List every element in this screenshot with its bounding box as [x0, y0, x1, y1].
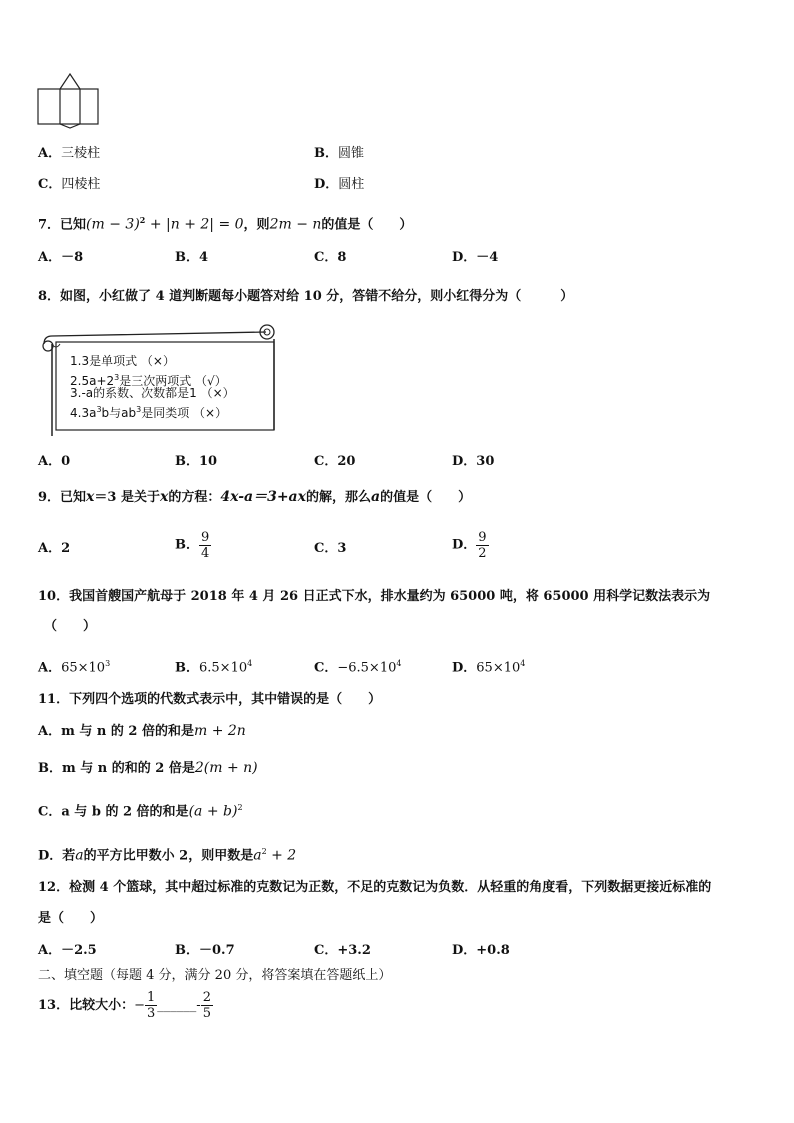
q11-option-a: A．m 与 n 的 2 倍的和是m + 2n — [38, 723, 246, 739]
question-8-stem: 8．如图，小红做了 4 道判断题每小题答对给 10 分，答错不给分，则小红得分为（ ） — [38, 289, 574, 304]
q9-option-d: D． $\frac{9}{2}$ — [452, 530, 487, 561]
q11-option-c: C．a 与 b 的 2 倍的和是$(a + b)^2$ — [38, 803, 243, 820]
q9-option-c: C．3 — [314, 541, 347, 556]
question-12-stem: 12．检测 4 个篮球，其中超过标准的克数记为正数，不足的克数记为负数．从轻重的角度看，下列数据更接近标准的 — [38, 880, 712, 895]
section-2-heading: 二、填空题（每题 4 分，满分 20 分，将答案填在答题纸上） — [38, 968, 392, 983]
q12-option-d: D．+0.8 — [452, 943, 510, 958]
scroll-line-2: $2.5a+2^3$是三次两项式 （√） — [70, 373, 227, 388]
q8-option-c: C．20 — [314, 454, 356, 469]
q8-option-b: B．10 — [175, 454, 218, 469]
q7-option-a: A．－8 — [38, 250, 84, 265]
scroll-line-1: 1.3是单项式 （×） — [70, 354, 175, 368]
question-10-stem: 10．我国首艘国产航母于 2018 年 4 月 26 日正式下水，排水量约为 65000 吨，将 65000 用科学记数法表示为 — [38, 589, 711, 604]
q11-option-d: D．若a的平方比甲数小 2，则甲数是$a^2 + 2$ — [38, 847, 297, 864]
question-12-stem-cont: 是（ ） — [38, 911, 104, 926]
question-13: 13．比较大小： − $\frac{1}{3}$ ______ - $\frac{2}{5}$ — [38, 990, 211, 1021]
q8-option-a: A．0 — [38, 454, 71, 469]
q10-option-a: A．$65\times 10^3$ — [38, 659, 111, 676]
q7-option-b: B．4 — [175, 250, 209, 265]
q6-option-c: C．四棱柱 — [38, 177, 101, 192]
scroll-line-3: 3.-a的系数、次数都是1 （×） — [70, 386, 235, 400]
q10-option-b: B．$6.5\times 10^4$ — [175, 659, 253, 676]
q12-option-a: A．－2.5 — [38, 943, 97, 958]
q6-option-b: B．圆锥 — [314, 146, 365, 161]
question-10-stem-blank: （ ） — [44, 619, 97, 634]
q9-option-b: B． $\frac{9}{4}$ — [175, 530, 210, 561]
q7-option-d: D．－4 — [452, 250, 499, 265]
question-11-stem: 11．下列四个选项的代数式表示中，其中错误的是（ ） — [38, 692, 382, 707]
question-9-stem: 9．已知x＝3 是关于x的方程：4x-a＝3+ax的解，那么a的值是（ ） — [38, 489, 472, 505]
q12-option-c: C．+3.2 — [314, 943, 371, 958]
q12-option-b: B．－0.7 — [175, 943, 235, 958]
q10-option-c: C．$-6.5\times 10^4$ — [314, 659, 402, 676]
prism-net-figure — [37, 72, 103, 130]
question-7-stem: 7．已知$(m - 3)^2 + |n + 2| = 0$，则2m − n的值是（ ） — [38, 215, 413, 233]
scroll-line-4: $4.3a^3b$与$ab^3$是同类项 （×） — [70, 405, 228, 420]
q10-option-d: D．$65\times 10^4$ — [452, 659, 526, 676]
q9-option-a: A．2 — [38, 541, 71, 556]
q7-option-c: C．8 — [314, 250, 347, 265]
q6-option-a: A．三棱柱 — [38, 146, 101, 161]
q11-option-b: B．m 与 n 的和的 2 倍是2(m + n) — [38, 760, 258, 776]
q8-option-d: D．30 — [452, 454, 495, 469]
q6-option-d: D．圆柱 — [314, 177, 365, 192]
